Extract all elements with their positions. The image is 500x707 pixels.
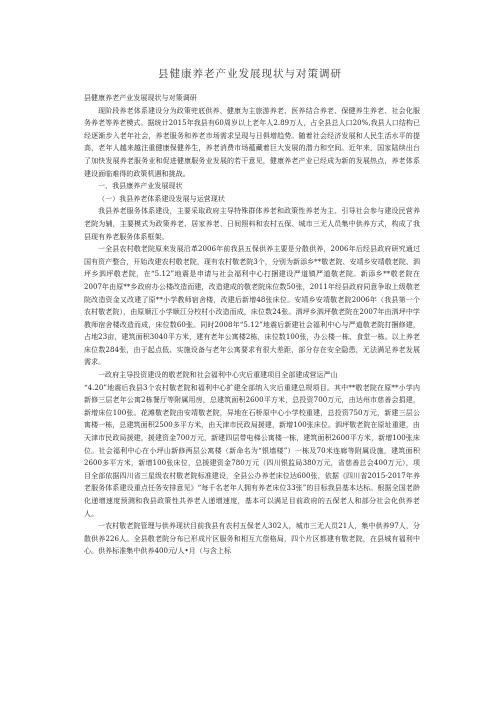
- subsection-heading: （一）我县养老体系建设发展与运营现状: [98, 194, 225, 203]
- paragraph-intro: 现阶段养老体系建设分为政策兜底供养、健康为主旅游养老、医养结合养老、保健养生养老、社会化服务养老等养老模式。据统计2015年我县有60周岁以上老年人2.89万人，占全县总人口20%,我县人口结构已经逐渐步入老年社会，养老服务和养老市场需求呈现与日俱增趋势。随着社会经济发展和人民生活水平的提高，老年人越来越注重健康保健养生，养老消费市场蕴藏着巨大发展的潜力和空间。近年来，国家陆续出台了加快发展养老服务业和促进健康服务业发展的若干意见，健康养老产业已经成为新的发展热点，养老体系建设面临难得的政策机遇和挑战。: [84, 106, 420, 178]
- document-title: 县健康养老产业发展现状与对策调研: [158, 68, 342, 80]
- paragraph-reconstruction-details: “4.20”地震后我县3个农村敬老院和福利中心扩建全部纳入灾后重建总规项目。其中**敬老院在原**小学内新修三层老年公寓2栋餐厅等附属用房，总建筑面积2600平方米，总投资700万元，由达州市慈善会捐建，新增床位100张。花滩敬老院由安靖敬老院，异地在石桥原中心小学校重建，总投资750万元，新建三层公寓楼一栋，总建筑面积2500多平方米，由天津市民政局援建，新增100张床位。泗坪敬老院在原址重建，由天津市民政局援建，援建资金700万元，新建四层带电梯公寓楼一栋，建筑面积2600平方米，新增100张床位。社会福利中心在小坪山新修两层公寓楼（新命名为“银墙楼”）一栋及70米连廊等附属设施，建筑面积2600多平方米，新增100张床位，总援建资金780万元（四川银监局380万元，省慈善总会400万元），项目全部依据四川省三星级农村敬老院标准建设，全县公办养老床位达600张，依据《四川省2015-2017年养老服务体系建设重点任务安排意见》“每千名老年人拥有养老床位33张”的目标我县基本达标。根据全国老龄化递增速度预测和我县政策性共养老人递增速度，基本可以满足目前政府的五保老人和部分社会化供养老人。: [84, 383, 420, 518]
- paragraph-system-overview: 我县养老服务体系建设，主要采取政府主导特殊群体养老和政策性养老为主、引导社会参与建设民营养老院为辅，主要模式为政策养老、居家养老、日间照料和农村五保、城市三无人员集中供养方式，构成了我县现有养老服务体系框架。: [84, 207, 420, 241]
- document-body: [84, 92, 420, 558]
- paragraph-nursing-homes-history: 一全县农村敬老院原来发展沿革2006年前我县五保供养主要是分散供养，2006年后经县政府研究通过国有资产整合，开始改建农村敬老院，现有农村敬老院3个，分别为新添乡**敬老院、安靖乡安靖敬老院、泗坪乡泗坪敬老院，在“5.12”地震是申请与社会福利中心打捆建设严道镇严道敬老院。新添乡**敬老院在2007年由原**乡政府办公楼改造而建，改造建成的敬老院床位数50张，2011年经县政府同意争取上级敬老院改造资金又改建了原**小学教师宿舍楼，改建后新增48张床位。安靖乡安靖敬老院2006年（我县第一个农村敬老院），由原顺江小学顺江分校村小改造而成，床位数24张。泗坪乡泗坪敬老院在2007年由泗坪中学教师宿舍楼改造而成，床位数60张。同时2008年“5.12”地震后新建社会福利中心与严道敬老院打捆修建，占地23亩，建筑面积3040平方米，建有老年公寓楼2栋，床位数100张，办公楼一栋、食堂一栋。以上养老床位数284张，由于起点低、实施设备与老年公寓要求有很大差距，部分存在安全隐患，无法满足养老发展需求。: [84, 245, 420, 367]
- paragraph-subtitle: 县健康养老产业发展现状与对策调研: [84, 94, 197, 102]
- paragraph-reconstruction-heading: 一政府主导投资建设的敬老院和社会福利中心灾后重建项目全部建成营运严山: [98, 371, 338, 380]
- paragraph-management-status: 一农村敬老院管理与供养现状目前我县有农村五保老人302人，城市三无人员21人，集中供养97人，分散供养226人。全县敬老院分布已形成片区服务和相互亢偿格局，四个片区都建有敬老院，在县城有福利中心。供养标准集中供养400元/人•月（与含上标: [84, 522, 420, 556]
- section-heading: 一、我县康养产业发展现状: [98, 182, 183, 191]
